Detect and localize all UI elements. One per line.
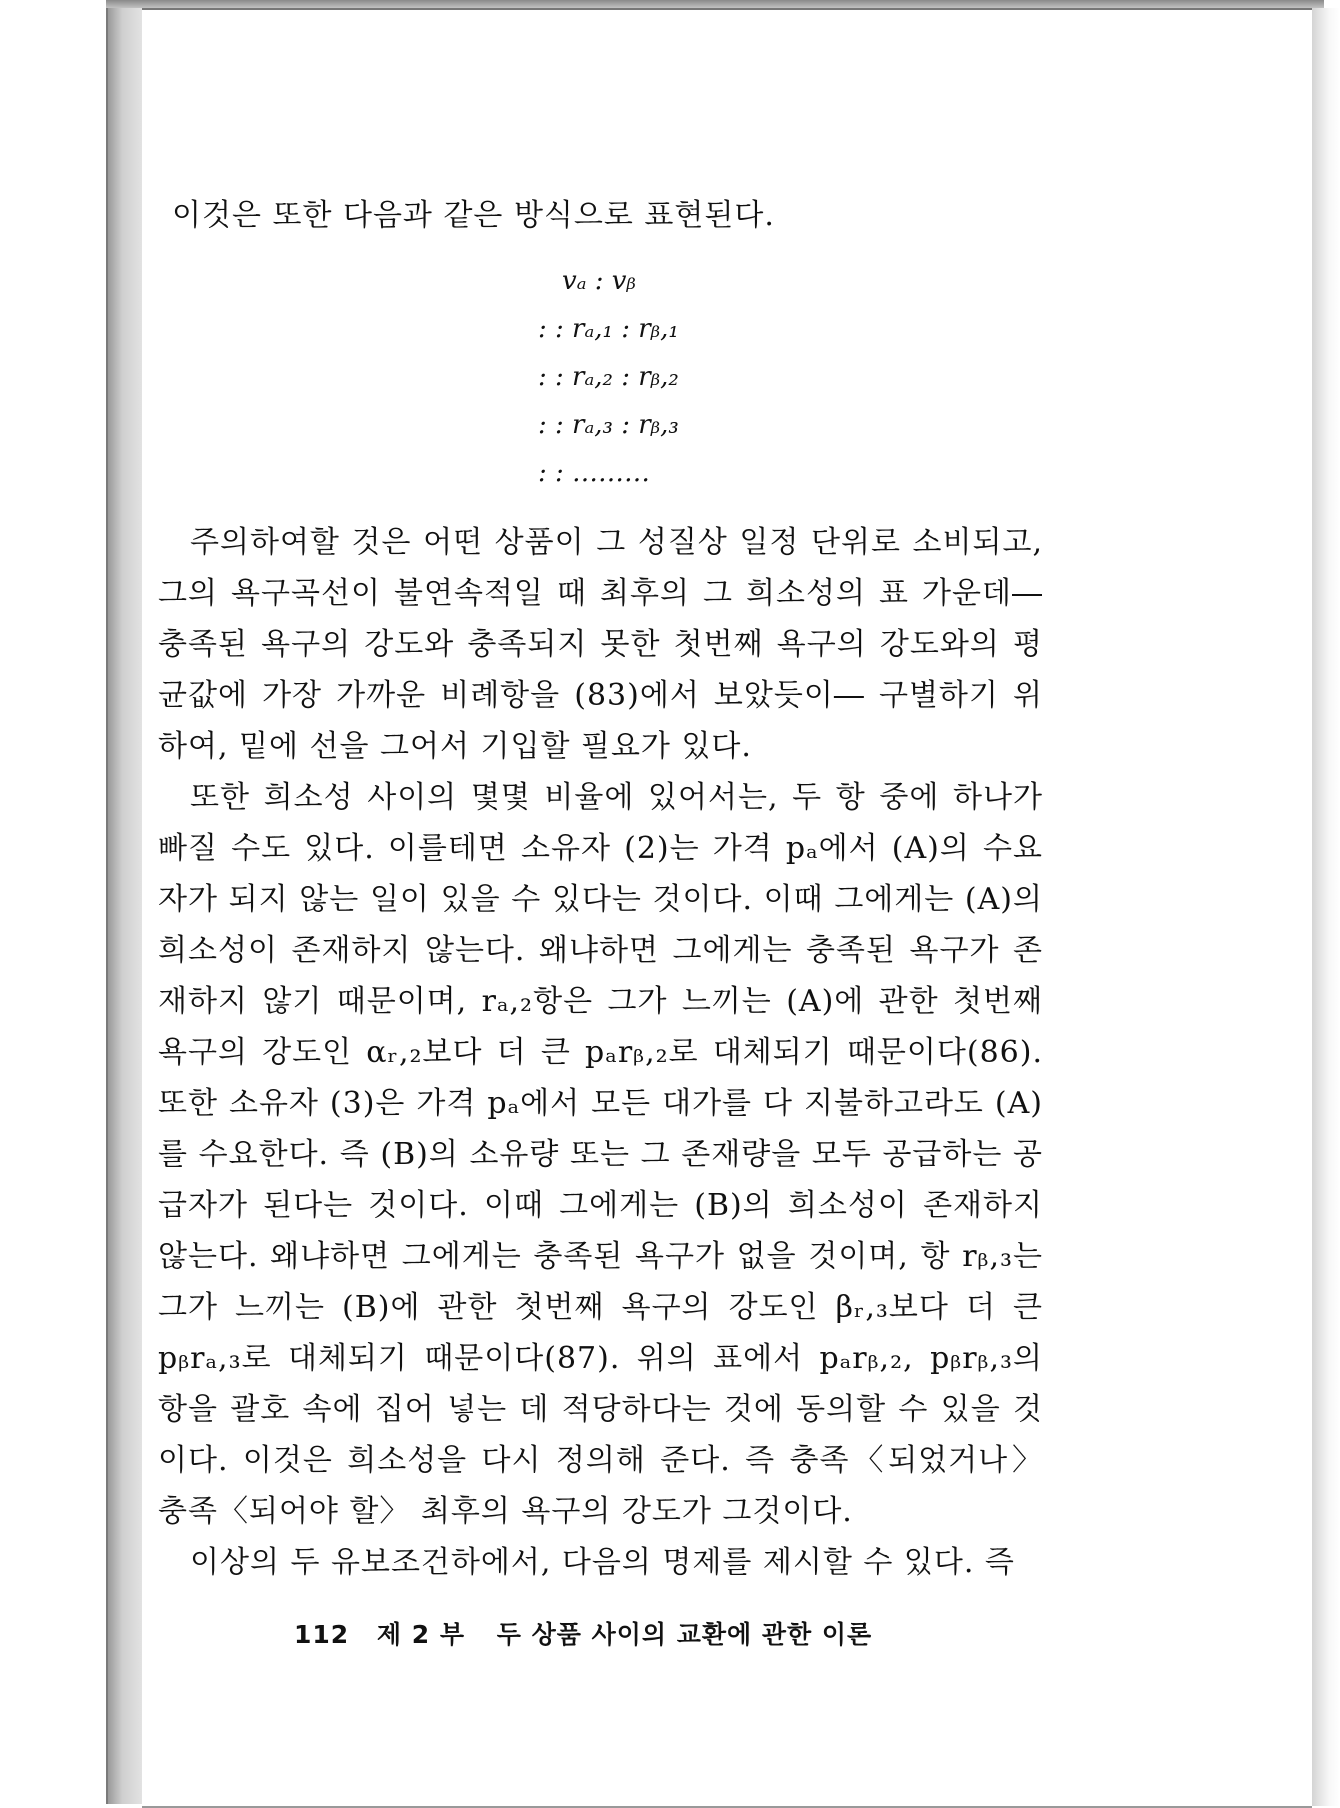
page-number: 112	[294, 1620, 350, 1649]
formula-line: : : ………	[538, 458, 651, 488]
intro-sentence: 이것은 또한 다음과 같은 방식으로 표현된다.	[172, 198, 775, 233]
scarcity-proportion-formula	[158, 257, 1043, 497]
formula-line: : : rₐ,₁ : rᵦ,₁	[538, 314, 679, 344]
page-footer	[294, 1615, 872, 1651]
formula-line: vₐ : vᵦ	[562, 266, 636, 296]
formula-line: : : rₐ,₂ : rᵦ,₂	[538, 362, 679, 392]
page-shadow	[1312, 8, 1340, 1806]
formula-line: : : rₐ,₃ : rᵦ,₃	[538, 410, 679, 440]
book-spine-edge	[106, 8, 144, 1804]
part-label: 제 2 부	[376, 1620, 466, 1649]
page-body	[158, 190, 1043, 1588]
running-title: 두 상품 사이의 교환에 관한 이론	[496, 1620, 873, 1649]
paragraph: 주의하여할 것은 어떤 상품이 그 성질상 일정 단위로 소비되고, 그의 욕구곡선이 불연속적일 때 최후의 그 희소성의 표 가운데―충족된 욕구의 강도와 충족되지 못한 첫번째 욕구의 강도와의 평균값에 가장 가까운 비례항을 (83)에서 보았듯이― 구별하기 위하여, 밑에 선을 그어서 기입할 필요가 있다.	[158, 525, 1043, 764]
paragraph: 이상의 두 유보조건하에서, 다음의 명제를 제시할 수 있다. 즉	[190, 1545, 1015, 1580]
paragraph: 또한 희소성 사이의 몇몇 비율에 있어서는, 두 항 중에 하나가 빠질 수도 있다. 이를테면 소유자 (2)는 가격 pₐ에서 (A)의 수요자가 되지 않는 일이 있을 수 있다는 것이다. 이때 그에게는 (A)의 희소성이 존재하지 않는다. 왜냐하면 그에게는 충족된 욕구가 존재하지 않기 때문이며, rₐ,₂항은 그가 느끼는 (A)에 관한 첫번째 욕구의 강도인 αᵣ,₂보다 더 큰 pₐrᵦ,₂로 대체되기 때문이다(86). 또한 소유자 (3)은 가격 pₐ에서 모든 대가를 다 지불하고라도 (A)를 수요한다. 즉 (B)의 소유량 또는 그 존재량을 모두 공급하는 공급자가 된다는 것이다. 이때 그에게는 (B)의 희소성이 존재하지 않는다. 왜냐하면 그에게는 충족된 욕구가 없을 것이며, 항 rᵦ,₃는 그가 느끼는 (B)에 관한 첫번째 욕구의 강도인 βᵣ,₃보다 더 큰 pᵦrₐ,₃로 대체되기 때문이다(87). 위의 표에서 pₐrᵦ,₂, pᵦrᵦ,₃의 항을 괄호 속에 집어 넣는 데 적당하다는 것에 동의할 수 있을 것이다. 이것은 희소성을 다시 정의해 준다. 즉 충족〈되었거나〉 충족〈되어야 할〉 최후의 욕구의 강도가 그것이다.	[158, 780, 1043, 1529]
